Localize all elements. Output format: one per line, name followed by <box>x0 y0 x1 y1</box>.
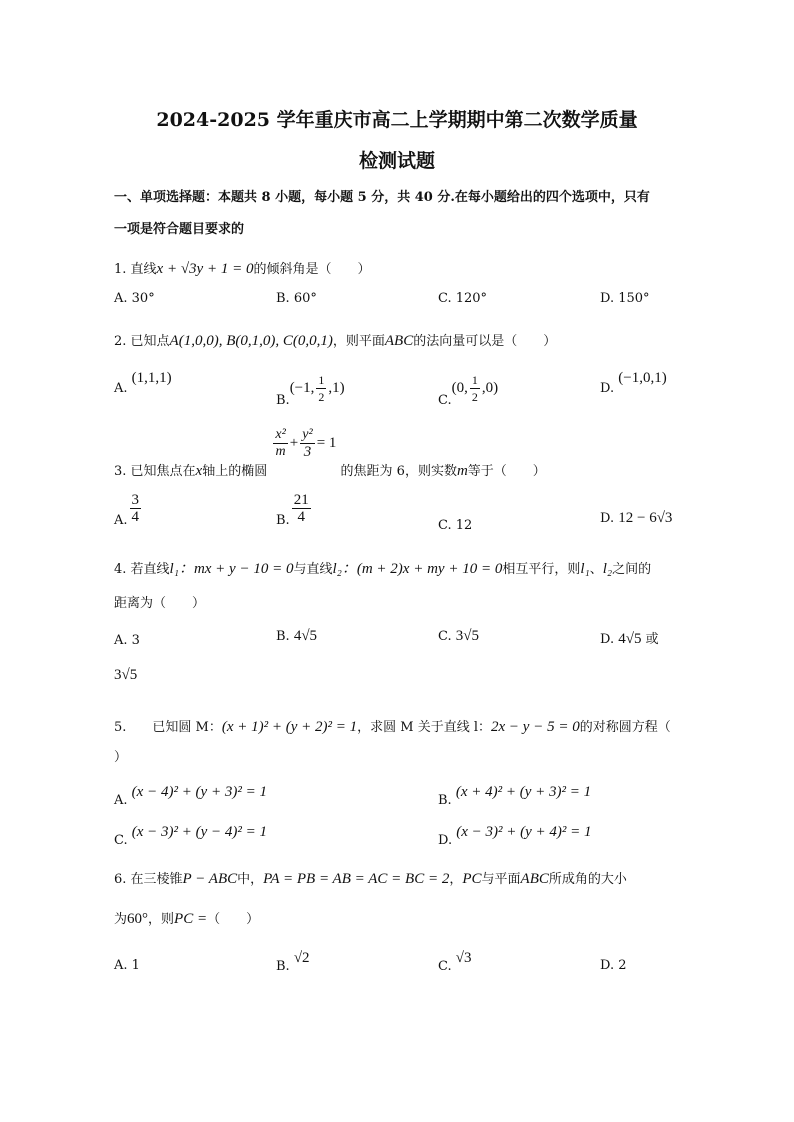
q3-option-d <box>600 510 672 527</box>
q1-expression: x + √3y + 1 = 0 <box>156 261 254 277</box>
q2-tail: 的法向量可以是（ ） <box>413 334 557 349</box>
q4-l1: l₁ <box>169 561 179 577</box>
q3-option-a-label: A. <box>114 513 128 528</box>
q3-number: 3. 已知焦点在 <box>114 464 196 479</box>
q3-frac-x-num: x² <box>275 427 286 442</box>
q2-option-b-vec-start: (−1, <box>289 380 315 396</box>
q5-option-a <box>114 784 267 808</box>
q6-tail2: 所成角的大小 <box>548 872 627 887</box>
q5-option-d-label: D. <box>438 833 453 848</box>
q4-mid: 与直线 <box>293 562 333 577</box>
q6-option-c-expr: √3 <box>455 950 472 966</box>
q2-option-c-label: C. <box>438 393 452 408</box>
question-5-stem <box>114 716 671 736</box>
q6-option-d: D. 2 <box>600 958 627 973</box>
q4-option-d-expr: 4√5 <box>618 631 642 647</box>
q3-fraction-x <box>273 427 287 460</box>
q6-line2-a: 为 <box>114 912 128 927</box>
section-heading-line2: 一项是符合题目要求的 <box>114 222 245 237</box>
q6-equalities: PA = PB = AB = AC = BC = 2 <box>263 871 450 887</box>
q6-angle: 60° <box>127 911 149 927</box>
q6-plane: ABC <box>520 871 549 887</box>
q2-option-c-vec-start: (0, <box>451 380 468 396</box>
q2-option-d <box>600 370 667 397</box>
q3-option-b <box>276 492 313 528</box>
q6-solid: P − ABC <box>182 871 238 887</box>
q1-tail: 的倾斜角是（ ） <box>253 262 371 277</box>
q5-option-c <box>114 824 268 848</box>
q2-option-c-fraction <box>470 372 480 405</box>
question-2-stem <box>114 330 556 350</box>
q3-frac-x-den: m <box>275 444 286 459</box>
q4-sep: 、 <box>589 562 603 577</box>
q6-line2-b: ，则 <box>148 912 175 927</box>
q5-tail: 的对称圆方程（ <box>579 720 671 735</box>
q2-option-c-num: 1 <box>471 373 478 387</box>
q6-tail: 与平面 <box>481 872 521 887</box>
q3-tail: 的焦距为 6，则实数 <box>340 464 457 479</box>
q2-option-a-label: A. <box>114 381 128 396</box>
q5-option-d <box>438 824 592 848</box>
q5-option-b-expr: (x + 4)² + (y + 3)² = 1 <box>455 784 592 800</box>
q5-number: 5. 已知圆 M： <box>114 720 222 735</box>
q1-option-a: A. 30° <box>114 291 155 306</box>
q6-option-a: A. 1 <box>114 958 140 973</box>
question-4-stem <box>114 557 651 578</box>
q6-option-b <box>276 950 310 974</box>
q4-tail2: 之间的 <box>612 562 652 577</box>
q5-line-eq: 2x − y − 5 = 0 <box>491 719 580 735</box>
q2-option-b <box>276 372 345 408</box>
q2-option-b-den: 2 <box>318 390 325 404</box>
q3-option-d-label: D. <box>600 511 615 526</box>
q4-eq1: ：mx + y − 10 = 0 <box>178 561 294 577</box>
q2-option-c <box>438 372 499 408</box>
q3-option-a <box>114 492 143 528</box>
q2-option-c-den: 2 <box>471 390 478 404</box>
q4-option-c-label: C. <box>438 629 452 644</box>
q3-fraction-y <box>300 427 314 460</box>
q5-option-b-label: B. <box>438 793 452 808</box>
q2-option-d-vector: (−1,0,1) <box>618 370 667 386</box>
exam-title-line2: 检测试题 <box>358 150 435 172</box>
q3-option-d-expr: 12 − 6√3 <box>618 510 673 526</box>
q4-option-c <box>438 628 479 645</box>
q5-option-b <box>438 784 592 808</box>
q4-eq2: ：(m + 2)x + my + 10 = 0 <box>341 561 503 577</box>
q2-option-a <box>114 370 172 397</box>
q1-option-c: C. 120° <box>438 291 488 306</box>
q2-mid: ，则平面 <box>332 334 385 349</box>
q1-option-b: B. 60° <box>276 291 317 306</box>
q2-option-b-vec-end: ,1) <box>328 380 345 396</box>
q3-option-b-label: B. <box>276 513 290 528</box>
q2-option-c-vec-end: ,0) <box>481 380 499 396</box>
q5-option-a-label: A. <box>114 793 128 808</box>
q3-tail2: 等于（ ） <box>467 464 546 479</box>
section-heading-line1: 一、单项选择题：本题共 8 小题，每小题 5 分，共 40 分.在每小题给出的四个选项中，只有 <box>114 190 650 205</box>
q4-option-d-label: D. <box>600 632 615 647</box>
q1-option-d: D. 150° <box>600 291 650 306</box>
q6-line2-c: （ ） <box>207 912 260 927</box>
q4-option-b <box>276 628 317 645</box>
q6-number: 6. 在三棱锥 <box>114 872 183 887</box>
q3-option-a-fraction <box>130 492 142 525</box>
q3-frac-y-num: y² <box>302 427 313 442</box>
q5-mid: ，求圆 M 关于直线 l： <box>357 720 492 735</box>
q2-option-b-label: B. <box>276 393 290 408</box>
q6-option-b-label: B. <box>276 959 290 974</box>
q5-circle-eq: (x + 1)² + (y + 2)² = 1 <box>221 719 358 735</box>
q4-stem-line2: 距离为（ ） <box>114 596 206 611</box>
q6-pc: PC <box>462 871 482 887</box>
q3-option-a-num: 3 <box>131 492 140 508</box>
q5-option-a-expr: (x − 4)² + (y + 3)² = 1 <box>131 784 267 800</box>
q4-option-b-label: B. <box>276 629 290 644</box>
q4-l2: l₂ <box>332 561 342 577</box>
q6-option-c <box>438 950 472 974</box>
q2-number: 2. 已知点 <box>114 334 170 349</box>
q2-option-b-num: 1 <box>318 373 325 387</box>
q4-option-d-expr2: 3√5 <box>114 667 138 683</box>
q3-option-c: C. 12 <box>438 518 473 533</box>
q6-mid2: ， <box>449 872 463 887</box>
q3-option-b-den: 4 <box>297 509 305 525</box>
q6-option-c-label: C. <box>438 959 452 974</box>
q2-option-d-label: D. <box>600 381 615 396</box>
q4-option-a: A. 3 <box>114 633 140 648</box>
q2-option-a-vector: (1,1,1) <box>131 370 172 386</box>
q4-option-b-expr: 4√5 <box>293 628 318 644</box>
q4-number: 4. 若直线 <box>114 562 170 577</box>
q5-option-c-expr: (x − 3)² + (y − 4)² = 1 <box>131 824 268 840</box>
q4-l1b: l₁ <box>580 561 590 577</box>
q3-mid: 轴上的椭圆 <box>202 464 268 479</box>
question-1-stem <box>114 258 370 278</box>
q2-option-b-fraction <box>316 372 326 405</box>
q3-option-b-num: 21 <box>293 492 309 508</box>
q4-option-c-expr: 3√5 <box>455 628 479 644</box>
q4-option-d <box>600 628 659 648</box>
q5-option-c-label: C. <box>114 833 128 848</box>
q4-tail: 相互平行，则 <box>502 562 581 577</box>
q3-option-b-fraction <box>292 492 311 525</box>
q3-option-a-den: 4 <box>131 509 140 525</box>
q6-option-b-expr: √2 <box>293 950 310 966</box>
question-6-stem <box>114 868 627 888</box>
q3-frac-y-den: 3 <box>303 444 312 460</box>
q2-plane: ABC <box>384 333 414 349</box>
q1-number: 1. 直线 <box>114 262 157 277</box>
q6-pc2: PC = <box>174 911 208 927</box>
q6-mid: 中， <box>237 872 264 887</box>
q4-option-d-continued <box>114 667 137 684</box>
q5-close-paren: ） <box>114 750 128 765</box>
q3-axis: x <box>195 463 203 479</box>
q5-option-d-expr: (x − 3)² + (y + 4)² = 1 <box>456 824 592 840</box>
q3-var: m <box>456 463 468 479</box>
q4-option-d-or: 或 <box>645 632 659 647</box>
question-3-stem: 3. 已知焦点在x轴上的椭圆 $\frac{\text{x²}}{m}$ + $\frac{\text{y²}}{3}$ = 1 的焦距为 6，则实数m等于（ ） <box>114 427 546 479</box>
q6-stem-line2 <box>114 908 259 928</box>
exam-title-line1: 2024-2025 学年重庆市高二上学期期中第二次数学质量 <box>156 109 638 131</box>
q4-l2b: l₂ <box>602 561 613 577</box>
q2-points: A(1,0,0), B(0,1,0), C(0,0,1) <box>169 333 333 349</box>
